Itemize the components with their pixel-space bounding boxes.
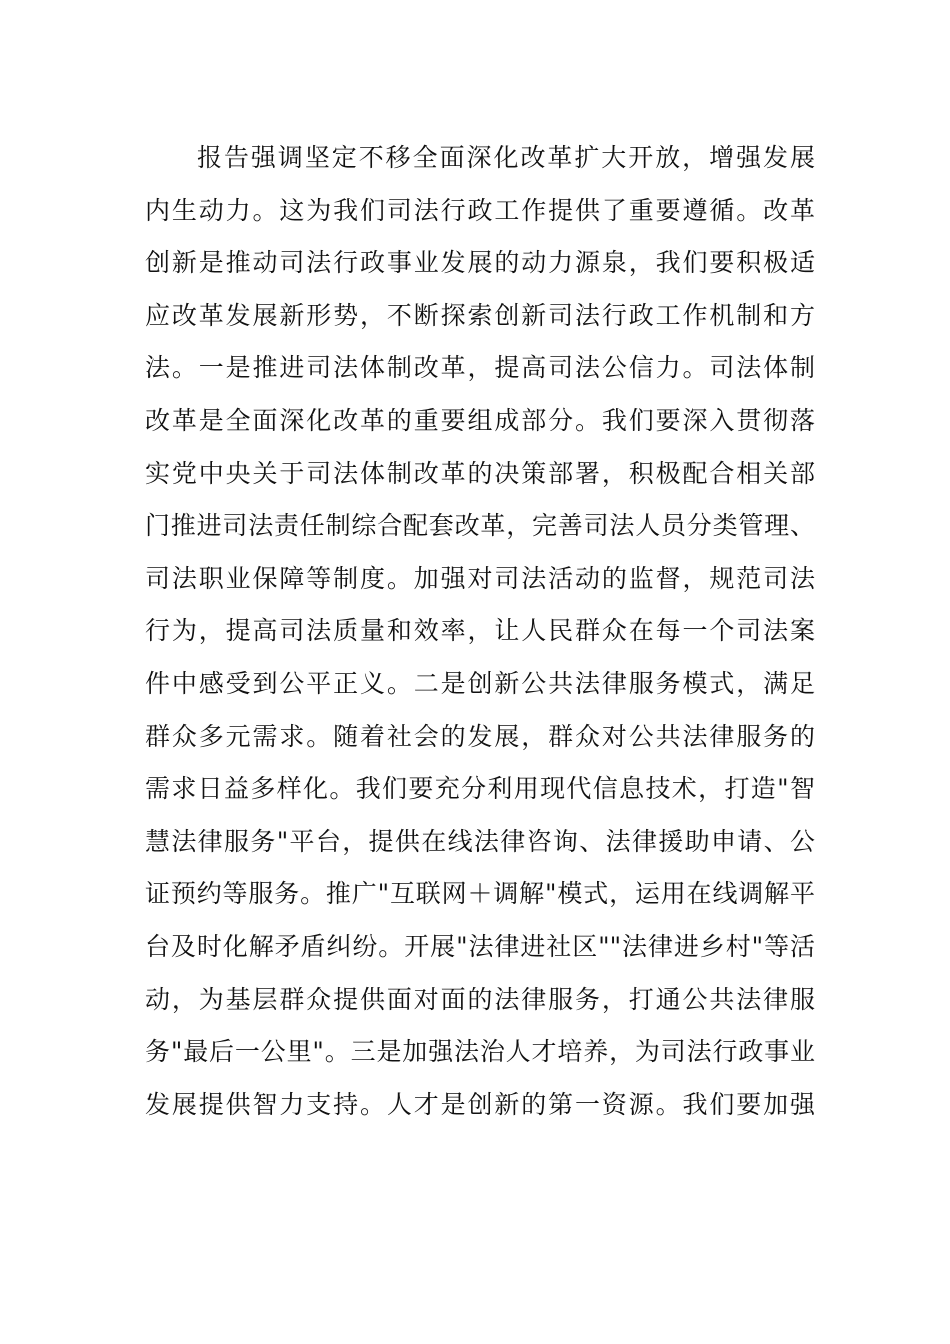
paragraph-line: 应改革发展新形势，不断探索创新司法行政工作机制和方 xyxy=(145,300,815,330)
paragraph-line: 慧法律服务"平台，提供在线法律咨询、法律援助申请、公 xyxy=(145,826,815,856)
paragraph-line: 司法职业保障等制度。加强对司法活动的监督，规范司法 xyxy=(145,563,815,593)
paragraph-line: 证预约等服务。推广"互联网＋调解"模式，运用在线调解平 xyxy=(145,879,815,909)
paragraph-line: 台及时化解矛盾纠纷。开展"法律进社区""法律进乡村"等活 xyxy=(145,931,815,961)
paragraph-line: 报告强调坚定不移全面深化改革扩大开放，增强发展 xyxy=(197,143,815,172)
paragraph-line: 内生动力。这为我们司法行政工作提供了重要遵循。改革 xyxy=(145,195,815,225)
paragraph-line: 行为，提高司法质量和效率，让人民群众在每一个司法案 xyxy=(145,616,815,646)
paragraph-line: 动，为基层群众提供面对面的法律服务，打通公共法律服 xyxy=(145,984,815,1014)
paragraph-line: 发展提供智力支持。人才是创新的第一资源。我们要加强 xyxy=(145,1089,815,1119)
paragraph-line: 务"最后一公里"。三是加强法治人才培养，为司法行政事业 xyxy=(145,1037,815,1067)
paragraph-line: 群众多元需求。随着社会的发展，群众对公共法律服务的 xyxy=(145,721,815,751)
paragraph-line: 件中感受到公平正义。二是创新公共法律服务模式，满足 xyxy=(145,668,815,698)
paragraph-line: 实党中央关于司法体制改革的决策部署，积极配合相关部 xyxy=(145,458,815,488)
body-paragraph xyxy=(145,132,815,1131)
paragraph-line: 创新是推动司法行政事业发展的动力源泉，我们要积极适 xyxy=(145,248,815,278)
paragraph-line: 改革是全面深化改革的重要组成部分。我们要深入贯彻落 xyxy=(145,405,815,435)
paragraph-line: 需求日益多样化。我们要充分利用现代信息技术，打造"智 xyxy=(145,774,815,804)
paragraph-line: 门推进司法责任制综合配套改革，完善司法人员分类管理、 xyxy=(145,511,815,541)
paragraph-line: 法。一是推进司法体制改革，提高司法公信力。司法体制 xyxy=(145,353,815,383)
